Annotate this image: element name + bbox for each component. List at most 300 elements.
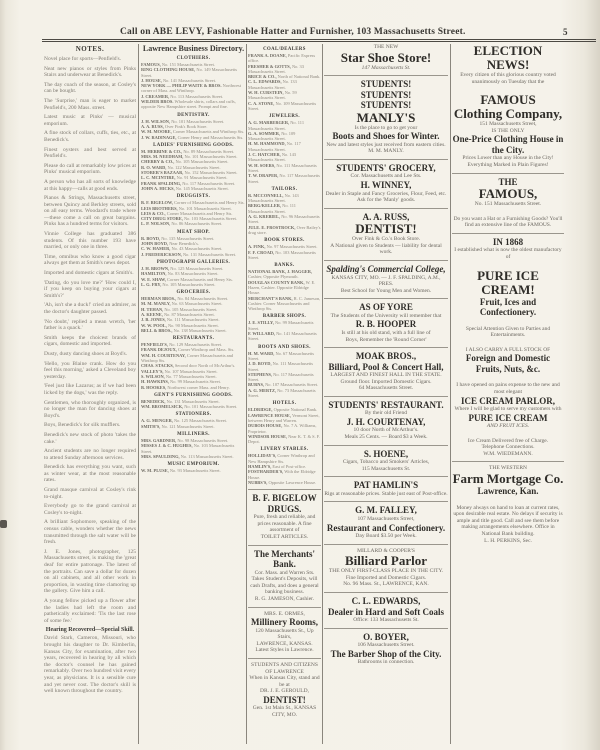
note-paragraph: Please do call at remarkably low prices at Pinks' musical emporium.	[44, 162, 136, 176]
directory-entry	[141, 221, 246, 226]
ad-line: Every citizen of this glorious country voted unanimously on Tuesday that the	[460, 72, 556, 85]
directory-entry-detail: No. 63 Massachusetts Street.	[171, 301, 223, 307]
directory-entry-detail: No. 117 Massachusetts Street.	[248, 141, 301, 152]
ad-line: Money always on hand to loan at current rates, upon desirable real estate. No delays if security is ample and title good. Call and see them before making arrangements elsewhere. Office in National Bank building.	[453, 504, 563, 537]
ad-line: I ALSO CARRY A FULL STOCK OF	[465, 346, 551, 353]
ad-line: Day Board $3.50 per Week.	[355, 533, 417, 540]
directory-category: LIVERY STABLES.	[260, 447, 309, 453]
directory-entry	[248, 361, 321, 372]
directory-entry-detail: No. 117 Massachusetts Street.	[248, 371, 314, 383]
directory-entry-name: A. G. KREBIEL,	[248, 214, 281, 220]
directory-entry	[141, 186, 246, 191]
directory-category: GENT'S FURNISHING GOODS.	[154, 392, 233, 398]
directory-entry-detail: No. 117 Massachusetts Street.	[182, 180, 236, 186]
directory-entry-detail: Opposite Lawrence House.	[268, 479, 317, 485]
directory-entry	[141, 282, 246, 287]
directory-entry	[248, 214, 321, 225]
directory-entry-name: FRANK DEJOUX,	[141, 347, 177, 353]
directory-entry-detail: Corner Massachusetts and Henry Sts.	[167, 276, 233, 282]
ad-line: Boots and Shoes for Winter.	[332, 131, 440, 142]
ad-line: STUDENTS!	[360, 100, 412, 111]
bank-cashier: R. G. JAMESON, Cashier.	[254, 595, 315, 602]
ad-line: G. M. FALLEY,	[324, 501, 448, 516]
millinery-address: 120 Massachusetts St., Up Stairs,	[255, 627, 314, 641]
directory-entry	[141, 468, 246, 473]
directory-entry	[248, 120, 321, 131]
directory-entry-name: HAMILTON,	[141, 271, 167, 277]
ad-line: 10 door North of McArthur's.	[353, 427, 419, 434]
bank-title: The Merchants' Bank.	[248, 545, 321, 570]
directory-entry-name: F. F. CROAD,	[248, 249, 275, 255]
directory-entry-detail: No. 111 Massachusetts Street.	[248, 120, 305, 131]
directory-entry-detail: No. 152 Massachusetts Street.	[184, 170, 238, 176]
directory-entry-detail: No. 103 Massachusetts Street.	[248, 249, 316, 260]
directory-entry-name: SMITH'S,	[141, 423, 161, 429]
directory-entry-detail: Corner of Massachusetts and Henry Sts.	[174, 200, 245, 206]
ad-line: J. H. COURTENAY,	[346, 416, 426, 427]
ad-line: FAMOUS,	[478, 186, 538, 202]
directory-entry-detail: No. 138 Massachusetts Street.	[173, 327, 227, 333]
ad-line: THE	[452, 173, 564, 188]
directory-entry-name: J. H. WILSON,	[141, 118, 171, 124]
directory-entry-name: G. A. SOMMER,	[248, 130, 281, 136]
ad-line: Billiard Parlor	[345, 553, 427, 569]
directory-entry-detail: No. 86 Massachusetts Street.	[171, 221, 223, 227]
ad-line: W.M. WIEDEMANN.	[483, 450, 533, 457]
directory-entry-detail: No. 111 Massachusetts Street.	[166, 317, 220, 323]
directory-entry-name: C. A. STONE,	[248, 100, 275, 106]
directory-category: PHOTOGRAPH GALLERIES.	[156, 259, 231, 265]
directory-entry-detail: No. 121 Massachusetts Street.	[161, 423, 215, 429]
directory-entry-name: FOSTHARDER'S,	[248, 469, 284, 475]
ad-line: ELECTION NEWS!	[473, 44, 543, 72]
note-paragraph: 'Hello, you Blaine crank. How do you feel this morning,' asked a Cleveland boy yesterday.	[44, 360, 136, 380]
directory-entry-detail: No. 67 Massachusetts Street.	[248, 350, 314, 361]
directory-entry-name: H. HAWKINS,	[141, 379, 169, 385]
directory-entry-name: FRESHER & GOTTS,	[248, 63, 291, 69]
directory-entry-detail: No. 87 Massachusetts Street.	[163, 311, 215, 317]
directory-entry-name: BENEDICK,	[141, 398, 166, 404]
directory-entry-name: L. C. MCINTIRE,	[141, 175, 176, 181]
directory-entry-detail: No. 7 A. Williams, Proprietor.	[248, 423, 317, 434]
ad-line: PURE ICE CREAM	[468, 412, 548, 423]
ad-line: THE NEW	[373, 44, 399, 50]
directory-entry	[141, 67, 246, 78]
ad-line: PURE ICE CREAM!	[477, 267, 539, 297]
directory-entry-name: A. KEENE,	[141, 311, 163, 317]
directory-title: Lawrence Business Directory.	[142, 44, 245, 53]
directory-entry-name: B. HOOKES,	[141, 384, 167, 390]
ad-line: Ice Cream Delivered free of Charge.	[467, 437, 549, 444]
directory-entry-name: PENFIELD'S,	[141, 342, 168, 348]
ink-blot	[0, 520, 7, 528]
directory-entry-detail: No. 33 Massachusetts Street.	[248, 63, 304, 74]
directory-entry-name: S. WILSON,	[141, 373, 165, 379]
directory-entry-name: W. W. POOL,	[141, 322, 167, 328]
directory-category: HOTELS.	[272, 401, 297, 407]
directory-entry	[141, 454, 246, 459]
directory-entry-detail: No. 129 Massachusetts Street.	[169, 342, 223, 348]
special-heading: Hearing Recovered—Special Skill.	[45, 627, 135, 634]
directory-entry-name: HAMLIN'S,	[248, 464, 272, 469]
directory-category: RESTAURANTS.	[172, 336, 215, 342]
directory-entry-name: FAMOUS,	[141, 62, 161, 67]
ad-line: FAMOUS	[480, 92, 536, 108]
directory-entry-name: DOUGLAS COUNTY BANK,	[248, 279, 305, 285]
ad-line: Prices Lower than any House in the City!	[462, 155, 554, 162]
directory-entry-detail: No. 107 Massachusetts Street.	[265, 382, 319, 388]
directory-entry-name: J. CREAMER,	[141, 93, 170, 99]
directory-entry-name: DUBOIS HOUSE,	[248, 423, 283, 429]
directory-entry-detail: No. 105 Massachusetts Street.	[162, 281, 216, 287]
directory-category: DENTISTRY.	[177, 112, 210, 118]
directory-category: CLOTHIERS.	[176, 56, 211, 61]
note-paragraph: A young fellow picked up a flower after the ladies had left the room and pathetically exclaimed: 'Tis the last rose of some fee.'	[44, 597, 136, 624]
directory-entry	[248, 453, 321, 464]
directory-entry	[248, 423, 321, 434]
directory-entry-name: J. B. JONES,	[141, 317, 166, 323]
directory-entry	[248, 141, 321, 152]
directory-entry-detail: No. 143 Massachusetts Street.	[248, 152, 296, 163]
directory-entry-name: JOHN A. HICKS,	[141, 185, 175, 191]
ad-line: Office: 133 Massachusetts St.	[353, 617, 419, 623]
directory-entry-name: M. HERBINE & CO.,	[141, 148, 183, 154]
ad-line: The Students of the University will remember that	[330, 312, 442, 319]
millinery-title: Millinery Rooms,	[251, 617, 318, 628]
note-paragraph: 'Ah, isn't she a duck!' cried an admirer, as the doctor's daughter passed.	[44, 302, 136, 315]
column-rule	[322, 44, 323, 744]
directory-entry-detail: Northwest corner Mass. and Henry.	[167, 384, 230, 390]
ad-line: Where I will be glad to serve my customers with	[454, 406, 562, 412]
ad-line: Restaurant and Confectionery.	[326, 522, 446, 533]
directory-entry-name: NUBBS'S,	[248, 479, 268, 485]
directory-entry-detail: Wholesale shirts, collars and cuffs, opposite New Hampshire street. Prompt and fine.	[141, 99, 236, 110]
directory-entry	[248, 193, 321, 204]
ad-line: 115 Massachusetts St.	[361, 465, 411, 472]
directory-entry-detail: No. 125 Massachusetts Street.	[173, 418, 227, 424]
ad-line: AS OF YORE	[324, 298, 448, 313]
ad-line: AND FRUIT ICES.	[486, 423, 530, 430]
directory-category: MUSIC EMPORIUM.	[167, 462, 220, 468]
ad-line: Rigs at reasonable prices. Stable just east of Post-office.	[324, 490, 448, 497]
directory-entry	[248, 101, 321, 112]
ad-line: Farm Mortgage Co.	[452, 471, 564, 487]
directory-entry-detail: No. 122 Massachusetts Street.	[167, 164, 221, 170]
directory-category: COAL/DEALERS	[263, 47, 306, 52]
directory-category: DRUGGISTS.	[176, 194, 211, 200]
directory-entry-name: R. BOYD,	[141, 235, 161, 241]
directory-entry	[141, 385, 246, 390]
ad-line: I have opened on pains expense to the new and most elegant	[456, 382, 560, 395]
directory-entry-name: JULE. E. FROSTROCK,	[248, 224, 296, 230]
directory-entry-name: RING CLOTHING HOUSE,	[141, 67, 196, 73]
ad-line: A National given to Students — liability for dental work.	[330, 242, 442, 256]
ad-line: Is the place to go to get your	[354, 124, 418, 131]
column-rule	[138, 44, 139, 744]
directory-entry	[141, 135, 246, 140]
directory-entry	[141, 328, 246, 333]
directory-entry	[248, 203, 321, 214]
directory-entry-detail: No. 105 Massachusetts Street.	[175, 159, 229, 165]
directory-entry-detail: No. 101 Massachusetts Street.	[184, 154, 238, 160]
ad-line: Ground floor. Imported Domestic Cigars.	[340, 378, 432, 385]
directory-entry-detail: Corner Winthrop and New Hampshire Sts.	[248, 453, 315, 464]
bigelow-word: DRUGS.	[267, 503, 302, 514]
note-paragraph: Gentlemen, who thoroughly organized, is no longer the man for dancing shoes at Boyd's.	[44, 399, 136, 419]
ad-line: THE ONLY FIRST-CLASS PLACE IN THE CITY.	[328, 568, 444, 575]
directory-entry-name: MISSES J. & C. HUGHES,	[141, 443, 193, 449]
directory-entry-name: BURNS,	[248, 382, 264, 388]
ad-line: Meals 25 Cents. — Board $3 a Week.	[344, 434, 428, 441]
directory-entry-detail: Corner Winthrop and Mass. Sts.	[177, 347, 235, 353]
directory-entry-name: LAWRENCE HOUSE,	[248, 412, 291, 418]
directory-entry-detail: No. 103 Massachusetts Street.	[183, 216, 237, 222]
bigelow-name: B. F. BIGELOW	[248, 489, 321, 504]
directory-entry-name: FRANK A. DOANE,	[248, 53, 287, 58]
ad-line: 64 Massachusetts Street.	[358, 385, 414, 392]
directory-entry-detail: Vermont Street, between Henry and Warren.	[248, 412, 320, 423]
ad-line: DENTIST!	[355, 221, 417, 237]
directory-entry-detail: No. 107 Massachusetts Street.	[164, 368, 218, 374]
directory-entry-detail: No. 113 Massachusetts Street.	[180, 453, 234, 459]
students-citizens: STUDENTS AND CITIZENS OF LAWRENCE	[248, 658, 321, 675]
header-rule-2	[42, 41, 596, 42]
column-rule	[450, 44, 451, 744]
directory-entry-detail: R. C. Jameson, Cashier. Corner Massachusetts and Winthrop Sts.	[248, 295, 321, 312]
directory-entry	[248, 152, 321, 163]
millinery-name: MRS. E. ORMES,	[248, 607, 321, 618]
ad-line: Lawrence, Kan.	[477, 486, 539, 497]
directory-category: GROCERIES.	[176, 290, 211, 296]
directory-entry-name: WILDER BROS.	[141, 99, 174, 105]
directory-category: BOOTS AND SHOES.	[258, 344, 311, 350]
ad-line: Star Shoe Store!	[340, 49, 432, 65]
directory-entry-detail: Over Fink's Book Store.	[164, 123, 208, 129]
ad-line: Boys, Remember the 'Round Corner'	[345, 336, 427, 343]
ad-line: STUDENTS!	[360, 89, 412, 100]
note-paragraph: Time, omnibus who know a good cigar always get them at Smith's news depot.	[44, 253, 136, 267]
directory-entry-detail: No. 101 Massachusetts Street.	[184, 404, 238, 410]
directory-entry-name: R. O. WARD,	[141, 164, 167, 170]
ad-line: Everything Marked in Plain Figures!	[467, 161, 549, 168]
bigelow-text: Pure, fresh and reliable, and prices reasonable. A fine assortment of	[253, 514, 316, 534]
directory-entry-name: VALLEY'S,	[141, 368, 164, 374]
ad-line: L. H. PERKINS, Sec.	[484, 537, 532, 544]
directory-entry-name: J. HOUSE,	[141, 77, 162, 83]
directory-entry-detail: No. 111 Massachusetts Street.	[248, 361, 313, 372]
note-paragraph: Ancient students are no longer required to attend Sunday afternoon services.	[44, 448, 136, 461]
note-paragraph: The 'Surprise,' man is eager to market Penfield's, 200 Mass. street.	[44, 97, 136, 111]
ad-line: R. B. HOOPER	[355, 319, 417, 330]
note-paragraph: 'No doubt,' replied a mean wretch, 'her father is a quack.'	[44, 318, 136, 332]
directory-entry	[248, 351, 321, 362]
notes-column	[44, 44, 136, 744]
ad-line: Cigars, Tobacco and Smokers' Articles,	[342, 459, 430, 466]
directory-entry-detail: No. 145 Massachusetts Street.	[175, 185, 229, 191]
ad-line: I established what is now the oldest manufactory of	[454, 247, 562, 260]
directory-entry-detail: No. 99 Massachusetts Street.	[248, 320, 314, 331]
directory-entry-name: B. F. BIGELOW,	[141, 200, 174, 206]
directory-entry-name: A. G. MENGER,	[141, 418, 173, 424]
ad-line: Bathrooms in connection.	[357, 659, 415, 666]
directory-entry-name: T. W. DRAPER,	[248, 173, 279, 179]
note-paragraph: Dusty, dusty dancing shoes at Boyd's.	[44, 350, 127, 357]
directory-entry-name: MRS. M. NEEDHAM,	[141, 154, 184, 160]
directory-entry	[248, 331, 321, 342]
ad-line: MANLY'S	[356, 109, 416, 125]
ads-column-right	[452, 44, 564, 744]
ad-line: Best School for Young Men and Women.	[340, 287, 432, 294]
directory-entry-detail: No. 98 Massachusetts Street.	[177, 438, 229, 444]
directory-category: TAILORS.	[271, 186, 298, 192]
directory-category: BARBER SHOPS.	[262, 314, 307, 320]
ad-line: One-Price Clothing House in the City.	[452, 134, 564, 155]
directory-entry-name: J. W. RADINAGE,	[141, 134, 177, 140]
ad-line: 106 Massachusetts Street.	[357, 642, 415, 649]
directory-entry	[248, 434, 321, 445]
ads-list-left	[324, 44, 448, 666]
dentist-name: DR. J. E. GEROULD,	[259, 688, 310, 695]
directory-entry-name: C. W. HAMER,	[141, 246, 171, 252]
note-paragraph: Latest music at Pinks' — musical emporium.	[44, 114, 136, 127]
directory-entry	[141, 99, 246, 110]
note-paragraph: A person who has all sorts of knowledge at this happy—calls at good ends.	[44, 178, 136, 192]
directory-entry-detail: No. 111 Massachusetts Street.	[248, 162, 317, 173]
directory-entry-detail: No. 131 Massachusetts Street.	[166, 398, 220, 404]
header-rule	[42, 39, 596, 40]
directory-entry-detail: No. 131 Massachusetts Street.	[182, 251, 237, 257]
ad-line: IN 1868	[452, 233, 564, 248]
directory-category: BANKS.	[274, 263, 295, 269]
directory-entry-detail: Near K. T. & S. F. Depot.	[248, 433, 320, 445]
directory-entry-detail: No. 125 Massachusetts Street.	[170, 265, 224, 271]
directory-entry-detail: North of National Bank.	[277, 74, 321, 80]
notes-heading: NOTES.	[75, 45, 105, 53]
ad-line: S. HOENE,	[324, 445, 448, 460]
directory-entry-detail: No. 73 Massachusetts Street.	[248, 387, 316, 399]
directory-entry-name: MERCHANT'S BANK,	[248, 295, 293, 301]
directory-entry-name: LEIS BROTHERS,	[141, 205, 178, 211]
directory-category: MILLINERS.	[177, 432, 210, 438]
ad-line: Special Attention Given to Parties and Entertainments.	[465, 325, 551, 339]
directory-entry-name: BELL & BROS.,	[141, 327, 173, 333]
ad-line: New and latest styles just received from eastern cities.	[326, 141, 446, 148]
directory-category: STATIONERS.	[175, 412, 212, 418]
directory-entry-name: HERMAN BROS.,	[141, 296, 177, 302]
directory-entry-name: R. MCCONNELL,	[248, 192, 284, 198]
directory-entry-detail: No. 135 Massachusetts Street.	[161, 235, 215, 241]
directory-entry	[248, 413, 321, 424]
directory-entry-detail: With the Eldridge House.	[248, 469, 316, 480]
note-paragraph: Boys, Benedick's for silk mufflers.	[44, 422, 121, 429]
notes-list	[44, 56, 136, 624]
directory-entry	[248, 320, 321, 331]
ad-line: No. 151 Massachusetts Street.	[474, 201, 542, 208]
ad-line: Clothing Company,	[453, 106, 563, 122]
directory-column-right	[248, 44, 321, 744]
note-paragraph: Finest oysters and best served at Penfield's.	[44, 146, 136, 160]
directory-entry-name: NEW YORK — PHILIP WAITE & BROS.	[141, 83, 222, 89]
ad-line: Telephone Connections.	[481, 444, 535, 451]
directory-entry-detail: Corner Henry and Massachusetts Sts.	[177, 134, 244, 140]
directory-entry-name: NATIONAL BANK, J. HAGGER,	[248, 269, 313, 275]
directory-right-list	[248, 47, 321, 485]
directory-entry-detail: No. 99 Massachusetts Street.	[170, 379, 221, 385]
ad-line: Fruit, Ices and Confectionery.	[479, 296, 537, 318]
ad-line: Dealer in Hard and Soft Coals	[327, 606, 445, 617]
ad-line: IS THE ONLY	[491, 127, 525, 134]
directory-entry-detail: No. 133 Massachusetts Street.	[248, 79, 297, 90]
directory-entry-name: STEPHENS,	[248, 371, 273, 377]
directory-entry-name: CITY DRUG STORE,	[141, 216, 183, 222]
directory-entry-detail: No. 141 Massachusetts Street.	[162, 77, 217, 83]
directory-entry-name: W. H. CURSTEIN,	[248, 90, 284, 96]
ad-line: STUDENTS' GROCERY,	[324, 159, 448, 174]
note-paragraph: Benedick has everything you want, such as winter wear, at the most reasonable rates.	[44, 464, 136, 484]
directory-entry-name: JOHN BOYD,	[141, 241, 169, 247]
directory-entry-detail: Corner Massachusetts and Winthrop Sts.	[141, 352, 233, 364]
ad-line: LARGEST AND FINEST HALL IN THE STATE.	[330, 372, 442, 379]
directory-entry-name: J. D. BOYD,	[248, 361, 272, 367]
ad-line: 151 Massachusetts Street,	[479, 121, 537, 128]
directory-entry	[141, 404, 246, 409]
directory-entry	[248, 163, 321, 174]
directory-entry-name: CHAS. STACKS,	[141, 363, 174, 369]
directory-entry-name: WM. BROMELSICK,	[141, 404, 184, 410]
directory-entry-name: W. H. SOERS,	[248, 162, 276, 168]
directory-entry-name: J. E. STILLY,	[248, 320, 274, 326]
bank-address: Cor. Mass. and Warren Sts.	[254, 569, 315, 576]
directory-entry	[248, 296, 321, 312]
directory-entry-name: J. H. BROWN,	[141, 265, 170, 271]
note-paragraph: The day coach of the season, at Cosley's can be bought.	[44, 81, 136, 95]
directory-entry-name: W. M. MOORE,	[141, 129, 172, 135]
directory-entry-name: HOLLIDAY'S,	[248, 453, 277, 459]
directory-column-left	[141, 44, 246, 744]
ad-line: ICE CREAM PARLOR,	[460, 395, 556, 406]
ad-line: Over Fink & Co.'s Book Store.	[351, 236, 421, 243]
directory-entry	[248, 225, 321, 236]
directory-entry-detail: Pacific Express office.	[248, 53, 316, 64]
directory-entry	[248, 372, 321, 383]
directory-entry-detail: Northwest corner of Mass. and Winthrop.	[141, 83, 241, 94]
directory-entry	[141, 353, 246, 364]
ad-line: PAT HAMLIN'S	[324, 476, 448, 491]
directory-entry-name: MRS. SPAULDING,	[141, 453, 180, 459]
directory-entry-name: BRICE & CO.,	[248, 74, 277, 80]
note-paragraph: A fine stock of collars, cuffs, ties, etc., at Benedick's.	[44, 130, 136, 143]
column-rule	[246, 44, 247, 744]
ad-line: 147 Massachusetts St.	[361, 64, 411, 71]
directory-entry-detail: Near Benedick's.	[169, 241, 199, 247]
directory-entry-name: H. M. HAMMOND,	[248, 141, 286, 147]
ad-line: C. L. EDWARDS,	[324, 592, 448, 607]
directory-entry-detail: No. 105 Massachusetts Street.	[164, 306, 218, 312]
directory-entry-name: A. FINK,	[248, 244, 266, 250]
directory-entry-name: A. A. RUSS,	[141, 123, 164, 129]
note-paragraph: Smith keeps the choicest brands of cigars, domestic and imported.	[44, 334, 136, 348]
directory-entry-name: J. FREDERICKSON,	[141, 251, 182, 257]
note-paragraph: Vinnie College has graduated 386 students. Of this number 193 have married, or only one in three.	[44, 231, 136, 251]
directory-entry-name: CHERRY & CO.,	[141, 159, 175, 165]
ad-line: THE WESTERN	[452, 461, 564, 472]
note-paragraph: Everybody go to the grand carnival at Cosley's to-night.	[44, 503, 136, 516]
directory-entry-detail: No. 91 Massachusetts Street.	[176, 175, 228, 181]
students-citizens-text: When in Kansas City, stand and be at	[249, 675, 320, 688]
directory-entry-name: H. TEHAN,	[141, 306, 164, 312]
directory-entry-name: L. P. NOLSON,	[141, 221, 171, 227]
ad-line: M. M. MANLY.	[368, 148, 404, 155]
